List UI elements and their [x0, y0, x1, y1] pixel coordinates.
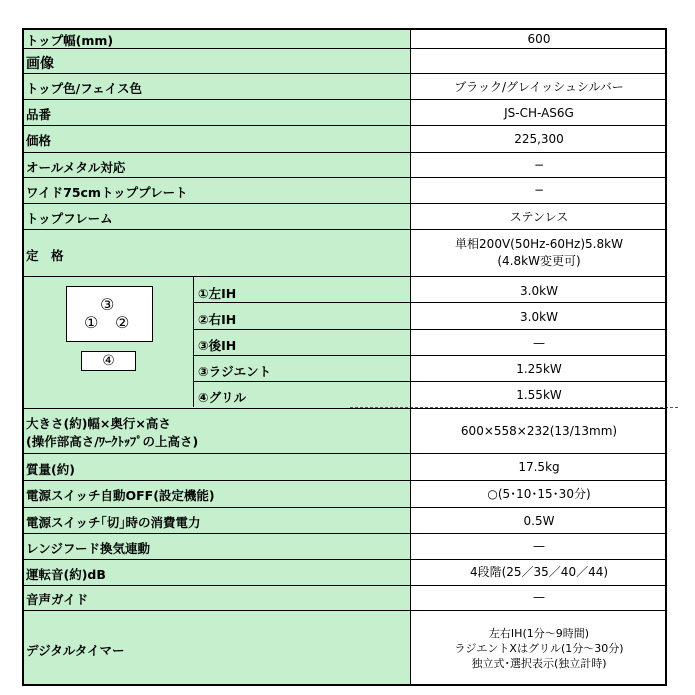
spec-value: —	[533, 590, 545, 604]
burner-label: ①左IH	[198, 286, 237, 301]
burner-label: ③ラジエント	[198, 364, 272, 379]
burner-3-marker: ③	[100, 295, 115, 314]
spec-value: ブラック/グレイッシュシルバー	[454, 80, 624, 94]
spec-label: 電源スイッチ自動OFF(設定機能)	[26, 488, 215, 503]
spec-label: トップ色/フェイス色	[26, 81, 142, 96]
burner-label: ②右IH	[198, 312, 237, 327]
burner-value: 1.55kW	[516, 388, 562, 402]
spec-value: 0.5W	[523, 514, 555, 528]
spec-label: 品番	[26, 107, 52, 122]
spec-value: 225,300	[514, 132, 564, 146]
burner-4-marker: ④	[102, 353, 115, 369]
size-label-line1: 大きさ(約)幅×奥行×高さ	[26, 416, 171, 431]
rating-value-line2: (4.8kW変更可)	[497, 254, 581, 268]
spec-value: ステンレス	[509, 210, 569, 224]
spec-value: −	[533, 158, 545, 172]
rating-value-line1: 単相200V(50Hz-60Hz)5.8kW	[455, 237, 623, 251]
spec-label: 運転音(約)dB	[26, 567, 106, 582]
spec-label: オールメタル対応	[26, 160, 126, 175]
spec-value: —	[533, 539, 545, 553]
burner-value: —	[533, 336, 545, 350]
burner-1-marker: ①	[84, 313, 99, 332]
burner-label: ④グリル	[198, 390, 247, 405]
spec-value: 600×558×232(13/13mm)	[460, 424, 618, 438]
spec-label: 音声ガイド	[26, 592, 89, 607]
spec-label: 電源スイッチ｢切｣時の消費電力	[26, 515, 201, 530]
timer-line3: 独立式･選択表示(独立計時)	[471, 657, 607, 670]
timer-line2: ラジエントⅩはグリル(1分〜30分)	[454, 642, 624, 655]
timer-line1: 左右IH(1分〜9時間)	[488, 627, 590, 640]
burner-value: 3.0kW	[520, 284, 558, 298]
burner-value: 1.25kW	[516, 362, 562, 376]
spec-label: 質量(約)	[26, 462, 75, 477]
burner-2-marker: ②	[115, 313, 130, 332]
burner-value: 3.0kW	[520, 310, 558, 324]
spec-label: 価格	[26, 133, 52, 148]
spec-label: トップフレーム	[26, 211, 113, 226]
spec-label: トップ幅(mm)	[26, 33, 114, 48]
spec-label: ワイド75cmトッププレート	[26, 185, 188, 200]
spec-label: レンジフード換気連動	[26, 541, 151, 556]
size-label-line2: (操作部高さ/ﾜｰｸﾄｯﾌﾟの上高さ)	[26, 434, 199, 449]
burner-label: ③後IH	[198, 338, 237, 353]
spec-value: 600	[527, 32, 551, 46]
spec-value: 17.5kg	[518, 460, 560, 474]
spec-label: 定 格	[26, 248, 64, 263]
spec-value: 4段階(25／35／40／44)	[469, 565, 609, 579]
spec-value: JS-CH-AS6G	[504, 106, 574, 120]
spec-table-frame	[22, 28, 667, 686]
spec-label: デジタルタイマー	[26, 643, 125, 658]
spec-value: −	[533, 183, 545, 197]
spec-value: ○(5･10･15･30分)	[487, 487, 591, 501]
spec-label: 画像	[26, 56, 54, 72]
